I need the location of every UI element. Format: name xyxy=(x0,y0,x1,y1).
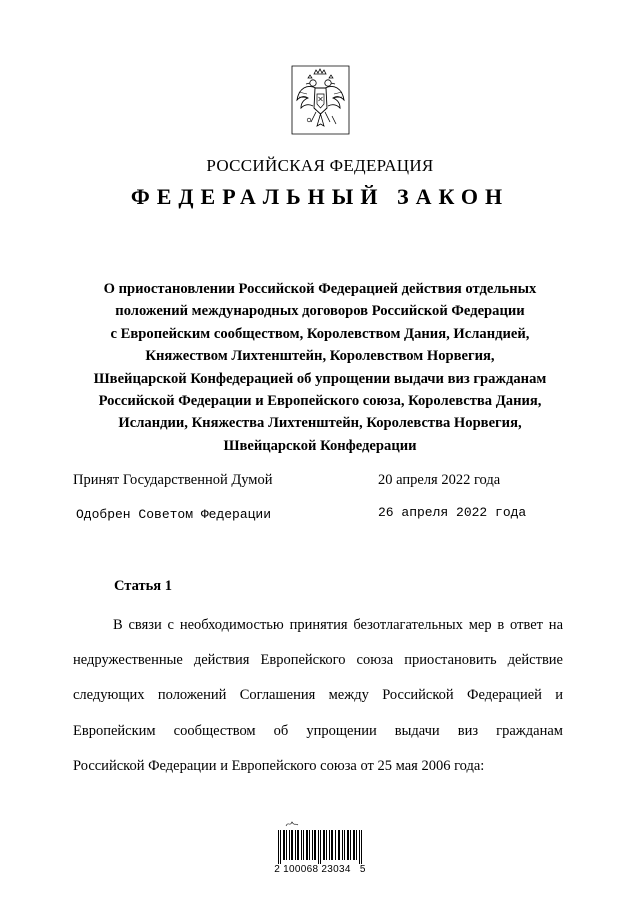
subject-line: положений международных договоров Российской Федерации xyxy=(115,303,525,320)
russian-coat-of-arms-icon xyxy=(289,64,352,136)
duma-adoption-date: 20 апреля 2022 года xyxy=(378,472,501,488)
paragraph-line: Российской Федерации и Европейского союза от 25 мая 2006 года: xyxy=(73,757,485,774)
subject-line: Швейцарской Конфедерацией об упрощении выдачи виз гражданам xyxy=(93,370,547,387)
paragraph-line: следующих положений Соглашения между Российской Федерацией и xyxy=(73,687,563,704)
subject-line: Российской Федерации и Европейского союза, Королевства Дания, xyxy=(98,393,542,410)
duma-adoption-label: Принят Государственной Думой xyxy=(73,472,273,488)
document-type-title: ФЕДЕРАЛЬНЫЙ ЗАКОН xyxy=(130,184,510,209)
council-approval-label: Одобрен Советом Федерации xyxy=(76,507,272,522)
subject-line: Княжеством Лихтенштейн, Королевством Норвегия, xyxy=(145,348,495,365)
paragraph-line: недружественные действия Европейского союза приостановить действие xyxy=(73,652,563,669)
subject-line: Исландии, Княжества Лихтенштейн, Королевства Норвегия, xyxy=(118,415,522,432)
council-approval-date: 26 апреля 2022 года xyxy=(378,505,527,520)
law-subject-title xyxy=(60,278,580,457)
paragraph-line: Европейским сообществом об упрощении выдачи виз гражданам xyxy=(73,722,563,739)
paragraph-line: В связи с необходимостью принятия безотлагательных мер в ответ на xyxy=(113,617,563,633)
subject-line: О приостановлении Российской Федерацией действия отдельных xyxy=(103,281,537,297)
barcode-number: 2 100068 23034 5 xyxy=(274,864,366,875)
subject-line: Швейцарской Конфедерации xyxy=(223,437,417,454)
article-heading: Статья 1 xyxy=(114,578,172,594)
subject-line: с Европейским сообществом, Королевством Дания, Исландией, xyxy=(110,325,530,342)
country-name: РОССИЙСКАЯ ФЕДЕРАЦИЯ xyxy=(206,156,434,175)
article-paragraph xyxy=(73,608,563,784)
